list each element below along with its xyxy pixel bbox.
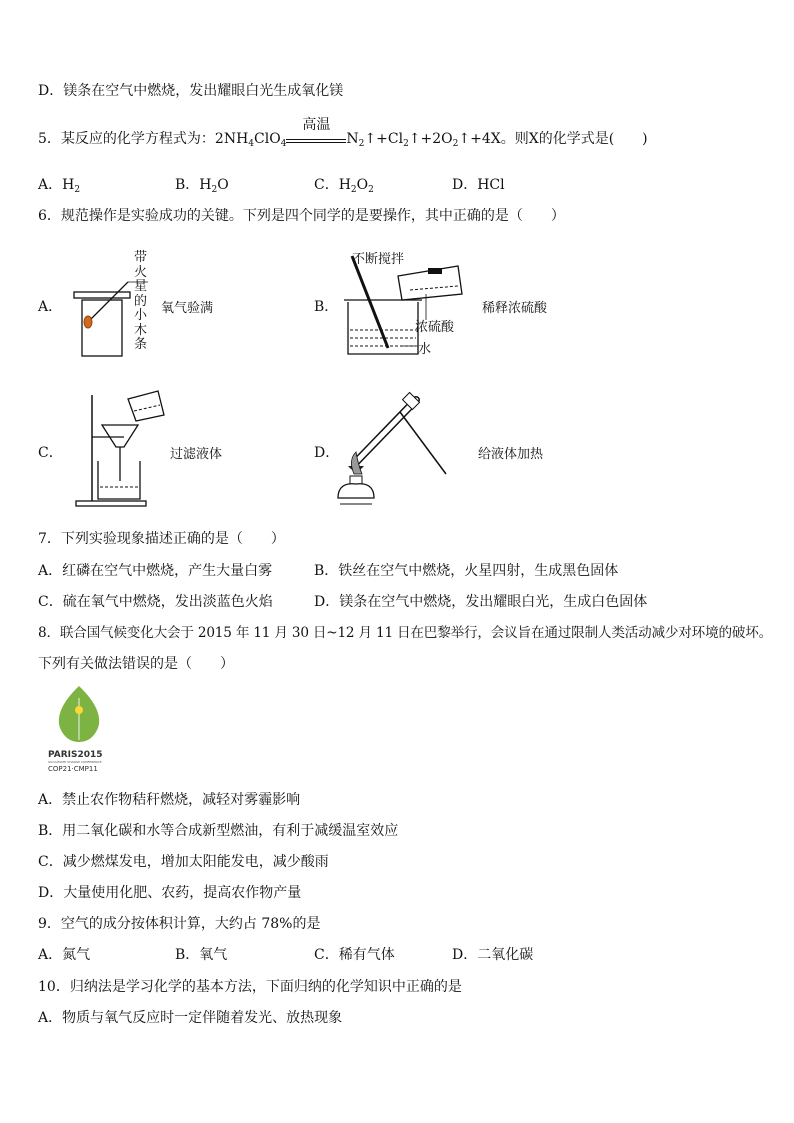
q7-stem: 7．下列实验现象描述正确的是（ ） [38,531,285,547]
q9-option-a: A．氮气 [38,947,91,963]
reaction-condition-arrow [286,117,346,143]
paris2015-logo: PARIS2015 UN CLIMATE CHANGE CONFERENCE COP21·CMP11 [48,684,110,778]
filtration-diagram [74,385,174,509]
heating-liquid-diagram [334,390,454,512]
q7-option-a: A．红磷在空气中燃烧，产生大量白雾 [38,563,273,579]
splint-label: 带 火 星 的 小 木 条 [134,250,148,352]
q9-stem: 9．空气的成分按体积计算，大约占 78%的是 [38,916,321,932]
q5-option-b: B．$H_2O$ [175,177,229,195]
reaction-condition: 高温 [302,117,331,133]
q6-stem: 6．规范操作是实验成功的关键。下列是四个同学的是要操作，其中正确的是（ ） [38,208,565,224]
q6-c-caption: 过滤液体 [170,447,223,462]
acid-label: 浓硫酸 [415,320,455,335]
water-label: 水 [418,342,432,357]
q6-b-letter: B． [314,299,339,315]
q6-a-caption: 氧气验满 [161,301,214,316]
q5-option-c: C．$H_2O_2$ [314,177,374,195]
q10-option-a: A．物质与氧气反应时一定伴随着发光、放热现象 [38,1010,343,1026]
q5-option-a: A．$H_2$ [38,177,81,195]
q4-option-d: D．镁条在空气中燃烧，发出耀眼白光生成氧化镁 [38,83,344,99]
q5-option-d: D．HCl [452,177,505,193]
q6-d-letter: D． [314,445,340,461]
q9-option-b: B．氧气 [175,947,228,963]
q6-c-letter: C． [38,445,63,461]
q8-option-d: D．大量使用化肥、农药，提高农作物产量 [38,885,302,901]
q6-d-caption: 给液体加热 [478,447,544,462]
q6-b-caption: 稀释浓硫酸 [482,301,548,316]
q5-stem: 5．某反应的化学方程式为：$2NH_4ClO_4$ 高温 $N_2↑+Cl_2↑+2O_2↑+4X$。则X的化学式是( ) [38,117,648,149]
stir-label: 不断搅拌 [352,252,405,267]
q8-option-a: A．禁止农作物秸秆燃烧，减轻对雾霾影响 [38,792,301,808]
q7-option-d: D．镁条在空气中燃烧，发出耀眼白光，生成白色固体 [314,594,648,610]
q9-option-c: C．稀有气体 [314,947,395,963]
q8-stem-line2: 下列有关做法错误的是（ ） [38,656,234,672]
q7-option-b: B．铁丝在空气中燃烧，火星四射，生成黑色固体 [314,563,619,579]
q9-option-d: D．二氧化碳 [452,947,534,963]
q10-stem: 10．归纳法是学习化学的基本方法，下面归纳的化学知识中正确的是 [38,979,462,995]
leaf-icon [48,684,110,746]
q8-option-c: C．减少燃煤发电，增加太阳能发电，减少酸雨 [38,854,329,870]
q6-a-letter: A． [38,299,63,315]
q7-option-c: C．硫在氧气中燃烧，发出淡蓝色火焰 [38,594,273,610]
q8-stem-line1: 8．联合国气候变化大会于 2015 年 11 月 30 日~12 月 11 日在巴黎举行，会议旨在通过限制人类活动减少对环境的破坏。 [38,625,773,641]
q8-option-b: B．用二氧化碳和水等合成新型燃油，有利于减缓温室效应 [38,823,399,839]
